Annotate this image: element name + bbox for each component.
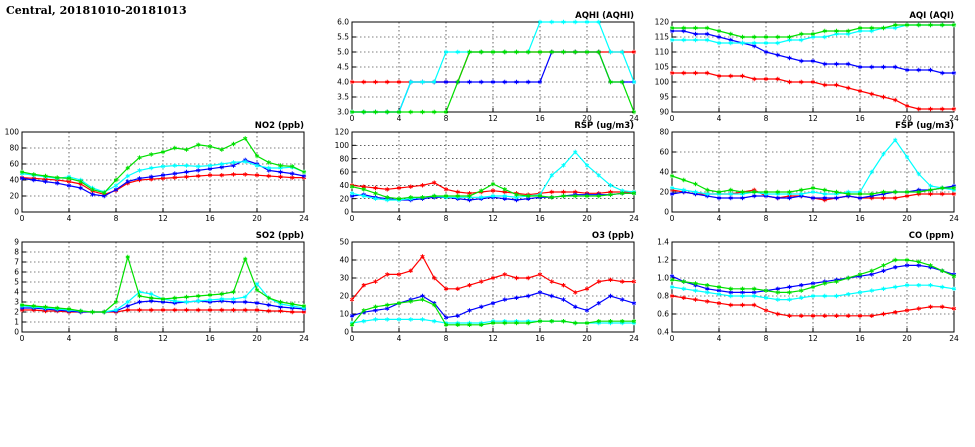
xtick-label: 4 [396,334,402,343]
series-markers [670,258,956,295]
series-d1 [350,254,636,302]
xtick-label: 20 [582,214,592,223]
series-d2 [350,290,636,320]
series-d3 [20,159,306,194]
xtick-label: 24 [299,214,309,223]
series-line [672,25,954,37]
xtick-label: 20 [902,334,912,343]
series-markers [20,159,306,194]
ytick-label: 110 [654,47,669,57]
series-markers [670,294,956,318]
xtick-label: 8 [763,214,769,223]
ytick-label: 6.0 [337,17,349,27]
plot-frame [672,242,954,332]
xtick-label: 16 [205,334,215,343]
ytick-label: 90 [659,107,669,117]
series-d1 [670,188,956,202]
xtick-label: 20 [582,334,592,343]
series-markers [670,174,956,196]
ytick-label: 120 [334,127,349,137]
ytick-label: 1.0 [657,273,669,283]
series-d2 [670,184,956,200]
ytick-label: 30 [339,273,349,283]
series-line [672,190,954,200]
plot-frame [352,132,634,212]
ytick-label: 5 [14,277,19,287]
ytick-label: 40 [659,167,669,177]
ytick-label: 5.0 [337,47,349,57]
series-markers [670,138,956,196]
xtick-label: 8 [443,114,449,123]
series-d4 [350,50,636,114]
series-line [672,265,954,292]
series-markers [670,29,956,75]
chart-title-so2: SO2 (ppb) [255,231,304,241]
xtick-label: 12 [488,114,498,123]
series-markers [670,283,956,302]
ytick-label: 0 [14,207,19,217]
ytick-label: 105 [654,62,669,72]
series-line [22,138,304,192]
ytick-label: 50 [339,237,349,247]
series-markers [350,20,636,114]
series-markers [20,299,306,314]
xtick-label: 0 [349,114,355,123]
series-line [672,296,954,316]
plot-frame [672,22,954,112]
ytick-label: 0 [14,327,19,337]
ytick-label: 5.5 [337,32,349,42]
ytick-label: 120 [654,17,669,27]
ytick-label: 3.0 [337,107,349,117]
series-markers [350,317,636,325]
series-markers [20,282,306,314]
ytick-label: 20 [9,191,19,201]
ytick-label: 40 [9,175,19,185]
xtick-label: 0 [19,334,25,343]
series-d1 [670,294,956,318]
ytick-label: 80 [339,154,349,164]
xtick-label: 8 [113,214,119,223]
xtick-label: 24 [629,214,639,223]
series-d4 [670,174,956,196]
series-d2 [20,158,306,198]
xtick-label: 0 [669,114,675,123]
series-markers [670,188,956,202]
series-line [352,22,634,112]
series-line [352,184,634,199]
series-line [352,52,634,112]
series-line [672,140,954,194]
ytick-label: 6 [14,267,19,277]
series-line [352,183,634,195]
xtick-label: 4 [396,214,402,223]
series-d4 [350,182,636,201]
series-line [22,301,304,312]
series-markers [670,263,956,294]
series-line [352,300,634,325]
ytick-label: 40 [339,255,349,265]
series-markers [20,136,306,195]
series-markers [350,50,636,84]
series-d2 [350,50,636,114]
xtick-label: 24 [949,334,959,343]
series-line [672,31,954,73]
chart-title-o3: O3 (ppb) [591,231,634,241]
xtick-label: 4 [396,114,402,123]
series-line [22,284,304,312]
series-d2 [350,191,636,202]
ytick-label: 60 [659,147,669,157]
series-markers [20,255,306,314]
xtick-label: 12 [488,334,498,343]
series-markers [670,23,956,45]
ytick-label: 20 [659,187,669,197]
series-markers [350,50,636,114]
xtick-label: 0 [669,334,675,343]
series-line [352,319,634,323]
xtick-label: 12 [158,334,168,343]
series-d1 [20,308,306,314]
series-line [352,256,634,299]
ytick-label: 0.8 [657,291,669,301]
xtick-label: 20 [252,214,262,223]
xtick-label: 4 [66,214,72,223]
ytick-label: 100 [334,140,349,150]
series-line [672,285,954,299]
ytick-label: 1.4 [657,237,669,247]
xtick-label: 20 [582,114,592,123]
xtick-label: 16 [855,114,865,123]
xtick-label: 4 [716,214,722,223]
xtick-label: 24 [949,114,959,123]
ytick-label: 3 [14,297,19,307]
ytick-label: 60 [9,159,19,169]
series-d1 [20,172,306,196]
series-d3 [350,150,636,202]
xtick-label: 24 [629,334,639,343]
series-d4 [670,23,956,39]
ytick-label: 0 [664,207,669,217]
xtick-label: 16 [205,214,215,223]
series-markers [350,150,636,202]
series-markers [670,71,956,111]
series-d4 [20,136,306,195]
series-line [672,176,954,194]
series-markers [350,297,636,327]
xtick-label: 12 [808,214,818,223]
ytick-label: 8 [14,247,19,257]
xtick-label: 4 [716,334,722,343]
series-line [672,260,954,292]
xtick-label: 12 [808,114,818,123]
ytick-label: 4 [14,287,19,297]
series-markers [350,191,636,202]
series-d3 [350,20,636,114]
xtick-label: 24 [949,214,959,223]
series-markers [670,23,956,39]
series-d1 [350,180,636,196]
series-markers [20,308,306,314]
ytick-label: 0 [344,327,349,337]
plot-frame [22,132,304,212]
ytick-label: 4.0 [337,77,349,87]
chart-title-no2: NO2 (ppb) [254,121,304,131]
xtick-label: 4 [66,334,72,343]
xtick-label: 8 [763,114,769,123]
series-d1 [350,50,636,84]
series-line [352,193,634,200]
series-line [672,25,954,43]
series-d2 [20,299,306,314]
page-title: Central, 20181010-20181013 [6,4,187,17]
series-d3 [670,23,956,45]
ytick-label: 80 [659,127,669,137]
series-line [352,52,634,112]
xtick-label: 8 [443,214,449,223]
plot-frame [22,242,304,332]
ytick-label: 20 [339,194,349,204]
series-line [672,73,954,109]
series-line [22,160,304,196]
ytick-label: 80 [9,143,19,153]
xtick-label: 4 [716,114,722,123]
series-line [672,186,954,198]
ytick-label: 10 [339,309,349,319]
xtick-label: 0 [349,334,355,343]
series-markers [350,290,636,320]
series-line [352,52,634,82]
xtick-label: 16 [535,334,545,343]
series-d3 [20,282,306,314]
ytick-label: 100 [654,77,669,87]
xtick-label: 0 [19,214,25,223]
ytick-label: 7 [14,257,19,267]
series-markers [20,158,306,198]
series-line [352,152,634,200]
xtick-label: 24 [629,114,639,123]
xtick-label: 16 [535,114,545,123]
series-line [22,257,304,312]
series-markers [350,180,636,196]
xtick-label: 20 [252,334,262,343]
ytick-label: 2 [14,307,19,317]
xtick-label: 12 [808,334,818,343]
ytick-label: 0.6 [657,309,669,319]
series-d2 [670,29,956,75]
ytick-label: 60 [339,167,349,177]
series-line [352,292,634,317]
series-d1 [670,71,956,111]
plot-frame [672,132,954,212]
plot-frame [352,22,634,112]
xtick-label: 20 [902,114,912,123]
xtick-label: 8 [443,334,449,343]
ytick-label: 115 [654,32,669,42]
xtick-label: 20 [902,214,912,223]
xtick-label: 16 [855,334,865,343]
series-markers [670,184,956,200]
series-line [22,162,304,192]
ytick-label: 0.4 [657,327,669,337]
series-line [22,310,304,312]
series-markers [350,182,636,201]
series-markers [350,50,636,114]
ytick-label: 9 [14,237,19,247]
ytick-label: 0 [344,207,349,217]
chart-title-co: CO (ppm) [908,231,954,241]
series-markers [350,254,636,302]
series-d3 [350,317,636,325]
chart-title-fsp: FSP (ug/m3) [895,121,954,131]
ytick-label: 1.2 [657,255,669,265]
plot-frame [352,242,634,332]
series-d4 [20,255,306,314]
series-d4 [350,297,636,327]
xtick-label: 16 [535,214,545,223]
series-d4 [670,258,956,295]
xtick-label: 24 [299,334,309,343]
ytick-label: 3.5 [337,92,349,102]
ytick-label: 20 [339,291,349,301]
ytick-label: 95 [659,92,669,102]
series-line [22,174,304,194]
series-d3 [670,138,956,196]
xtick-label: 0 [349,214,355,223]
chart-title-rsp: RSP (ug/m3) [574,121,634,131]
chart-title-aqi: AQI (AQI) [909,11,954,21]
xtick-label: 12 [158,214,168,223]
xtick-label: 8 [763,334,769,343]
series-d2 [670,263,956,294]
xtick-label: 0 [669,214,675,223]
ytick-label: 1 [14,317,19,327]
xtick-label: 8 [113,334,119,343]
ytick-label: 40 [339,180,349,190]
xtick-label: 16 [855,214,865,223]
xtick-label: 12 [488,214,498,223]
ytick-label: 100 [4,127,19,137]
ytick-label: 4.5 [337,62,349,72]
series-d3 [670,283,956,302]
chart-title-aqhi: AQHI (AQHI) [575,11,634,21]
series-markers [20,172,306,196]
